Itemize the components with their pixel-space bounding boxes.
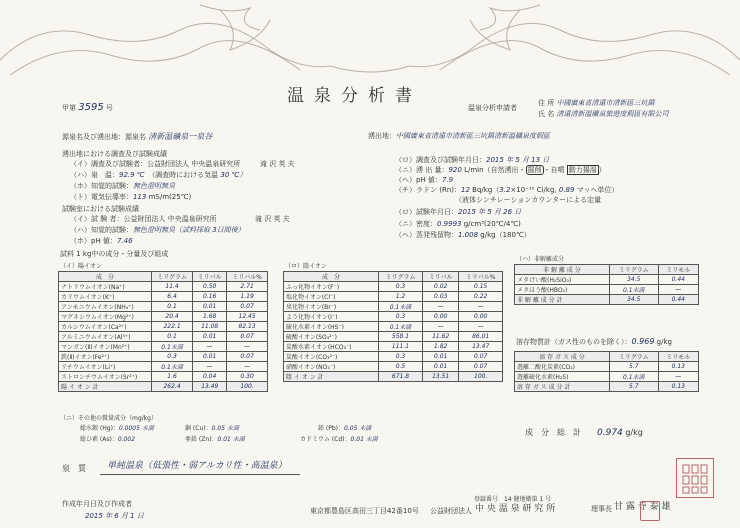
anion-label: （ロ）陰イオン	[285, 263, 327, 270]
component-name: 炭酸水素イオン(HCO₃⁻)	[284, 342, 379, 352]
lab-sense-value: 無色澄明無臭（試料採取 3日間後）	[133, 226, 245, 234]
component-value: —	[658, 285, 698, 295]
component-name: 遊離二酸化炭素(CO₂)	[515, 362, 610, 372]
sense-label: （ホ）知覚的試験：	[70, 182, 133, 190]
density-unit: g/cm³(20℃/4℃)	[463, 220, 521, 228]
ec-value: 113	[133, 193, 147, 201]
col-header: ミリグラム	[610, 265, 659, 275]
site-heading: 湧出地における調査及び試験成績	[62, 150, 167, 158]
component-name: 硫化水素イオン(HS⁻)	[284, 322, 379, 332]
air-label: （調査時における気温	[151, 171, 219, 179]
radon-value-mache: 0.89	[558, 186, 575, 194]
trace-item-value: 0.01 未満	[350, 436, 378, 443]
col-header: ミリグラム	[610, 352, 659, 362]
component-value: 0.01	[422, 352, 458, 362]
ph-value: 7.9	[441, 176, 454, 184]
total-value: 34.5	[610, 295, 659, 305]
component-value: 0.07	[459, 362, 503, 372]
lab-heading: 試験室における試験成績	[62, 205, 139, 213]
lab-date-value: 2015 年 5 月 26 日	[458, 208, 522, 216]
total-value: 5.7	[610, 382, 659, 392]
name-label: 氏 名	[538, 110, 555, 118]
component-value: 0.22	[459, 292, 503, 302]
source-site	[368, 132, 550, 141]
component-value: 0.5	[379, 362, 423, 372]
gas-table	[514, 351, 699, 392]
component-value: 0.44	[658, 275, 698, 285]
neutral-header	[515, 265, 699, 275]
ec-unit: mS/m(25℃)	[148, 193, 192, 201]
certificate-number	[62, 103, 113, 113]
component-value: —	[658, 372, 698, 382]
survey-date-value: 2015 年 5 月 13 日	[486, 156, 550, 164]
component-name: マグネシウムイオン(Mg²⁺)	[59, 312, 152, 322]
component-value: 1.82	[422, 342, 458, 352]
flow-value: 920	[448, 166, 462, 174]
total-solids-unit: g/kg	[625, 428, 643, 437]
table-row	[59, 372, 268, 382]
col-header: 成 分	[59, 272, 152, 282]
component-value: 0.07	[227, 302, 268, 312]
quality-underline	[100, 474, 300, 475]
source-site-value: 中國廣東省清遠市清新區三坑鎮清新溫礦泉度假區	[396, 132, 550, 140]
col-header: 溶 存 ガ ス 成 分	[515, 352, 610, 362]
source-name-label: 源泉名及び湧出地：源泉名	[62, 133, 146, 141]
component-value: 6.4	[152, 292, 193, 302]
component-name: 硫酸イオン(SO₄²⁻)	[284, 332, 379, 342]
col-header: ミリグラム	[152, 272, 193, 282]
total-solids-label: 成 分 総 計	[525, 428, 581, 437]
gas-rows	[515, 362, 699, 392]
sense-value: 無色澄明無臭	[133, 182, 175, 190]
trace-item-value: 0.05 未満	[211, 425, 239, 432]
total-label: 陽 イ オ ン 計	[59, 382, 152, 392]
name-value: 清遠清新溫礦泉旅遊度假區有限公司	[556, 110, 669, 118]
trace-row-2	[185, 424, 239, 433]
component-value: —	[227, 362, 268, 372]
component-name: よう化物イオン(I⁻)	[284, 312, 379, 322]
radon-unit-mache: マッヘ単位）	[576, 186, 619, 194]
trace-item-label: 鉛 (Pb)：	[318, 425, 345, 432]
cation-table	[58, 271, 268, 392]
total-value: 0.44	[658, 295, 698, 305]
component-value: 222.1	[152, 322, 193, 332]
table-row	[515, 275, 699, 285]
component-value: 0.13	[658, 362, 698, 372]
flow-option-pumped: 動力揚湯	[568, 166, 597, 174]
component-value: 0.07	[459, 352, 503, 362]
trace-item-label: 総ひ素 (As)：	[80, 436, 118, 443]
per-kg-heading: 試料 1 kg中の成分・分量及び組成	[60, 250, 169, 258]
trace-label: （ニ）その他の微量成分（mg/kg）	[60, 415, 157, 422]
trace-item-value: 0.01 未満	[217, 436, 245, 443]
flow-option-drilled: 掘削	[527, 166, 542, 174]
trace-item-value: 0.0005 未満	[118, 425, 154, 432]
component-value: 1.6	[152, 372, 193, 382]
component-value: 0.1未満	[610, 372, 659, 382]
spring-quality-label: 泉 質	[62, 464, 86, 473]
lab-ph-value: 7.46	[116, 237, 133, 245]
number-value: 3595	[78, 102, 104, 113]
component-value: 0.07	[227, 332, 268, 342]
total-solids	[525, 428, 643, 438]
component-name: 炭酸イオン(CO₃²⁻)	[284, 352, 379, 362]
ec-label: （ト）電気伝導率：	[70, 193, 133, 201]
anion-header	[284, 272, 503, 282]
component-value: —	[422, 322, 458, 332]
seal-glyphs	[677, 459, 713, 497]
component-value: 86.01	[459, 332, 503, 342]
total-label: 非 解 離 成 分 計	[515, 295, 610, 305]
creation-date: 2015 年 6 月 1 日	[85, 512, 144, 520]
address-value: 中國廣東省清遠市清新區三坑鎮	[556, 99, 655, 107]
org-name: 中 央 温 泉 研 究 所	[475, 504, 556, 514]
trace-row-4	[80, 435, 135, 444]
component-name: ふっ化物イオン(F⁻)	[284, 282, 379, 292]
table-row	[284, 282, 503, 292]
table-row	[59, 362, 268, 372]
table-row	[515, 285, 699, 295]
spring-quality-value: 単純温泉（低張性・弱アルカリ性・高温泉）	[107, 461, 287, 471]
component-value: —	[193, 362, 227, 372]
cation-rows	[59, 282, 268, 392]
component-value: 0.03	[422, 292, 458, 302]
total-value: 262.4	[152, 382, 193, 392]
total-label: 溶 存 ガ ス 成 分 計	[515, 382, 610, 392]
component-name: カルシウムイオン(Ca²⁺)	[59, 322, 152, 332]
component-value: 0.15	[459, 282, 503, 292]
component-value: 0.01	[193, 302, 227, 312]
total-row	[59, 382, 268, 392]
component-value: 0.00	[422, 312, 458, 322]
trace-item-label: 亜鉛 (Zn)：	[185, 436, 218, 443]
col-header: ミリモル	[658, 265, 698, 275]
component-value: 0.50	[193, 282, 227, 292]
source-name-value: 清新温礦泉一泉谷	[148, 132, 213, 141]
col-header: ミリモル	[658, 352, 698, 362]
lab-date	[395, 208, 521, 217]
component-value: 1.2	[379, 292, 423, 302]
radon-label: （チ）ラドン (Rn)：	[395, 186, 461, 194]
trace-item-label: 銅 (Cu)：	[185, 425, 212, 432]
total-value: 13.51	[422, 372, 458, 382]
temp-label: （ハ）泉 温：	[70, 171, 119, 179]
col-header: ミリグラム	[379, 272, 423, 282]
sensory-test	[70, 182, 175, 191]
creation-label: 作成年月日及び作成者	[62, 500, 132, 508]
neutral-label: （ハ）非解離成分	[516, 256, 565, 263]
address-label: 住 所	[538, 99, 555, 107]
table-row	[59, 302, 268, 312]
component-name: メタけい酸(H₂SiO₃)	[515, 275, 610, 285]
component-value: 82.13	[227, 322, 268, 332]
dissolved-unit: g/kg	[656, 338, 672, 346]
dissolved-value: 0.969	[631, 337, 655, 346]
component-value: 0.1未満	[152, 362, 193, 372]
component-value: 0.1未満	[152, 342, 193, 352]
org-address: 東京都豊島区高田三丁目42番10号	[310, 507, 419, 515]
phoenix-ornament	[0, 0, 740, 95]
org-prefix: 公益財団法人	[430, 507, 472, 515]
evap-unit: g/kg（180℃）	[480, 231, 531, 239]
component-name: ナトリウムイオン(Na⁺)	[59, 282, 152, 292]
number-suffix: 号	[105, 104, 113, 112]
component-value: 0.1未満	[610, 285, 659, 295]
applicant-address	[538, 99, 654, 108]
table-row	[59, 312, 268, 322]
component-value: 558.1	[379, 332, 423, 342]
evap-label: （ヘ）蒸発残留物：	[395, 231, 458, 239]
component-value: —	[227, 342, 268, 352]
total-row	[515, 382, 699, 392]
total-value: 100.	[227, 382, 268, 392]
document-title: 温泉分析書	[287, 86, 422, 106]
component-name: リチウムイオン(Li⁺)	[59, 362, 152, 372]
table-row	[284, 312, 503, 322]
lab-sensory-test	[70, 226, 245, 235]
spring-temp	[70, 171, 246, 180]
component-value: 111.1	[379, 342, 423, 352]
component-value: 0.07	[227, 352, 268, 362]
spring-ph	[395, 176, 453, 185]
director-name: 甘 露 寺 泰 雄	[614, 502, 671, 512]
component-name: 鉄(Ⅱ)イオン(Fe²⁺)	[59, 352, 152, 362]
component-value: 0.1未満	[379, 302, 423, 312]
col-header: ミリバル%	[227, 272, 268, 282]
component-value: 0.3	[379, 282, 423, 292]
component-value: 34.5	[610, 275, 659, 285]
trace-item-value: 0.05 未満	[344, 425, 372, 432]
table-row	[284, 302, 503, 312]
density	[395, 220, 521, 229]
component-name: ストロンチウムイオン(Sr²⁺)	[59, 372, 152, 382]
col-header: ミリバル	[193, 272, 227, 282]
component-name: 硝酸イオン(NO₃⁻)	[284, 362, 379, 372]
source-site-label: 湧出地：	[368, 132, 396, 140]
component-value: 1.19	[227, 292, 268, 302]
total-value: 13.49	[193, 382, 227, 392]
trace-row-6	[300, 435, 378, 444]
table-row	[59, 282, 268, 292]
neutral-table	[514, 264, 699, 305]
component-value: 0.01	[193, 352, 227, 362]
component-value: 11.62	[422, 332, 458, 342]
density-value: 0.9993	[437, 220, 462, 228]
component-value: 20.4	[152, 312, 193, 322]
component-value: —	[459, 302, 503, 312]
trace-row-5	[185, 435, 245, 444]
trace-item-label: 総水銀 (Hg)：	[80, 425, 119, 432]
evaporation-residue	[395, 231, 531, 240]
component-value: 0.3	[379, 352, 423, 362]
component-value: 13.47	[459, 342, 503, 352]
anion-rows	[284, 282, 503, 382]
lab-ph-label: （ホ）pH 値：	[70, 237, 117, 245]
anion-table	[283, 271, 503, 382]
component-name: 塩化物イオン(Cl⁻)	[284, 292, 379, 302]
table-row	[284, 362, 503, 372]
site-investigator: （イ）調査及び試験者：公益財団法人 中央温泉研究所	[70, 160, 241, 168]
component-value: —	[459, 322, 503, 332]
table-row	[59, 322, 268, 332]
total-value: 671.8	[379, 372, 423, 382]
table-row	[59, 342, 268, 352]
applicant-label: 温泉分析申請者	[468, 104, 517, 112]
flow-rate	[395, 166, 606, 175]
component-name: 遊離硫化水素(H₂S)	[515, 372, 610, 382]
neutral-rows	[515, 275, 699, 305]
total-row	[284, 372, 503, 382]
component-value: 0.00	[459, 312, 503, 322]
registration-number: 登録番号 14 健地衛第 1 号	[474, 496, 552, 503]
radon-note: （液体シンチレーションカウンターによる定量	[455, 196, 602, 204]
component-value: 0.30	[227, 372, 268, 382]
conductivity	[70, 193, 191, 202]
radon-unit: Bq/kg（	[472, 186, 500, 194]
component-name: アンモニウムイオン(NH₄⁺)	[59, 302, 152, 312]
component-value: 0.1	[152, 332, 193, 342]
table-row	[59, 352, 268, 362]
table-row	[284, 352, 503, 362]
table-row	[284, 322, 503, 332]
director-label: 理事長	[591, 505, 612, 513]
component-value: 0.1未満	[379, 322, 423, 332]
component-value: 0.16	[193, 292, 227, 302]
component-name: マンガン(Ⅱ)イオン(Mn²⁺)	[59, 342, 152, 352]
flow-label: （ニ）湧 出 量：	[395, 166, 449, 174]
table-row	[284, 292, 503, 302]
table-row	[515, 372, 699, 382]
flow-unit: L/min（自然湧出・	[464, 166, 526, 174]
total-solids-value: 0.974	[597, 428, 623, 438]
col-header: ミリバル	[422, 272, 458, 282]
total-value: 100.	[459, 372, 503, 382]
lab-date-label: （ロ）試験年月日：	[395, 208, 458, 216]
lab-ph	[70, 237, 133, 246]
component-value: 0.3	[152, 352, 193, 362]
applicant-name	[538, 110, 668, 119]
trace-item-value: 0.002	[117, 436, 136, 443]
component-value: 0.3	[379, 312, 423, 322]
component-value: 5.7	[610, 362, 659, 372]
component-value: —	[422, 302, 458, 312]
radon-value: 12	[461, 186, 470, 194]
component-value: 0.01	[422, 362, 458, 372]
col-header: ミリバル%	[459, 272, 503, 282]
table-row	[515, 362, 699, 372]
col-header: 非 解 離 成 分	[515, 265, 610, 275]
dissolved-total	[516, 337, 672, 347]
dissolved-label: 溶存物質計（ガス性のものを除く）：	[516, 338, 632, 346]
lab-sense-label: （ハ）知覚的試験：	[70, 226, 133, 234]
radon	[395, 186, 618, 195]
temp-value: 92.9 ℃	[119, 171, 145, 179]
radon-unit-ci: ×10⁻¹⁰ Ci/kg,	[510, 186, 557, 194]
component-value: 11.4	[152, 282, 193, 292]
table-row	[284, 342, 503, 352]
component-value: 1.68	[193, 312, 227, 322]
radon-value-ci: 3.2	[499, 186, 511, 194]
component-name: 臭化物イオン(Br⁻)	[284, 302, 379, 312]
trace-row-3	[318, 424, 371, 433]
number-label: 甲第	[62, 104, 76, 112]
component-name: アルミニウムイオン(Al³⁺)	[59, 332, 152, 342]
gas-header	[515, 352, 699, 362]
component-value: 12.45	[227, 312, 268, 322]
evap-value: 1.008	[458, 231, 479, 239]
site-investigator-name: 滝 沢 英 夫	[260, 160, 295, 168]
survey-date	[395, 156, 549, 165]
lab-tester-name: 滝 沢 英 夫	[255, 215, 290, 223]
cation-label: （イ）陽イオン	[60, 263, 102, 270]
survey-date-label: （ロ）調査及び試験年月日：	[395, 156, 486, 164]
total-value: 0.13	[658, 382, 698, 392]
official-seal	[676, 458, 714, 498]
total-label: 陰 イ オ ン 計	[284, 372, 379, 382]
component-value: 0.01	[193, 332, 227, 342]
lab-tester: （イ）試 験 者：公益財団法人 中央温泉研究所	[70, 215, 217, 223]
component-value: —	[193, 342, 227, 352]
total-row	[515, 295, 699, 305]
col-header: 成 分	[284, 272, 379, 282]
cation-header	[59, 272, 268, 282]
component-value: 0.02	[422, 282, 458, 292]
component-value: 2.71	[227, 282, 268, 292]
density-label: （ニ）密度：	[395, 220, 437, 228]
flow-close: ）	[598, 166, 606, 174]
ph-label: （ヘ）pH 値：	[395, 176, 442, 184]
component-name: メタほう酸(HBO₂)	[515, 285, 610, 295]
director-seal	[640, 501, 660, 521]
component-value: 0.04	[193, 372, 227, 382]
source-name	[62, 132, 212, 142]
component-value: 0.1	[152, 302, 193, 312]
component-value: 11.08	[193, 322, 227, 332]
trace-item-label: カドミウム (Cd)：	[300, 436, 351, 443]
table-row	[284, 332, 503, 342]
table-row	[59, 332, 268, 342]
flow-option-artesian: ・自噴	[543, 166, 565, 174]
air-value: 30 ℃）	[220, 171, 247, 179]
component-name: カリウムイオン(K⁺)	[59, 292, 152, 302]
trace-row-1	[80, 424, 154, 433]
table-row	[59, 292, 268, 302]
